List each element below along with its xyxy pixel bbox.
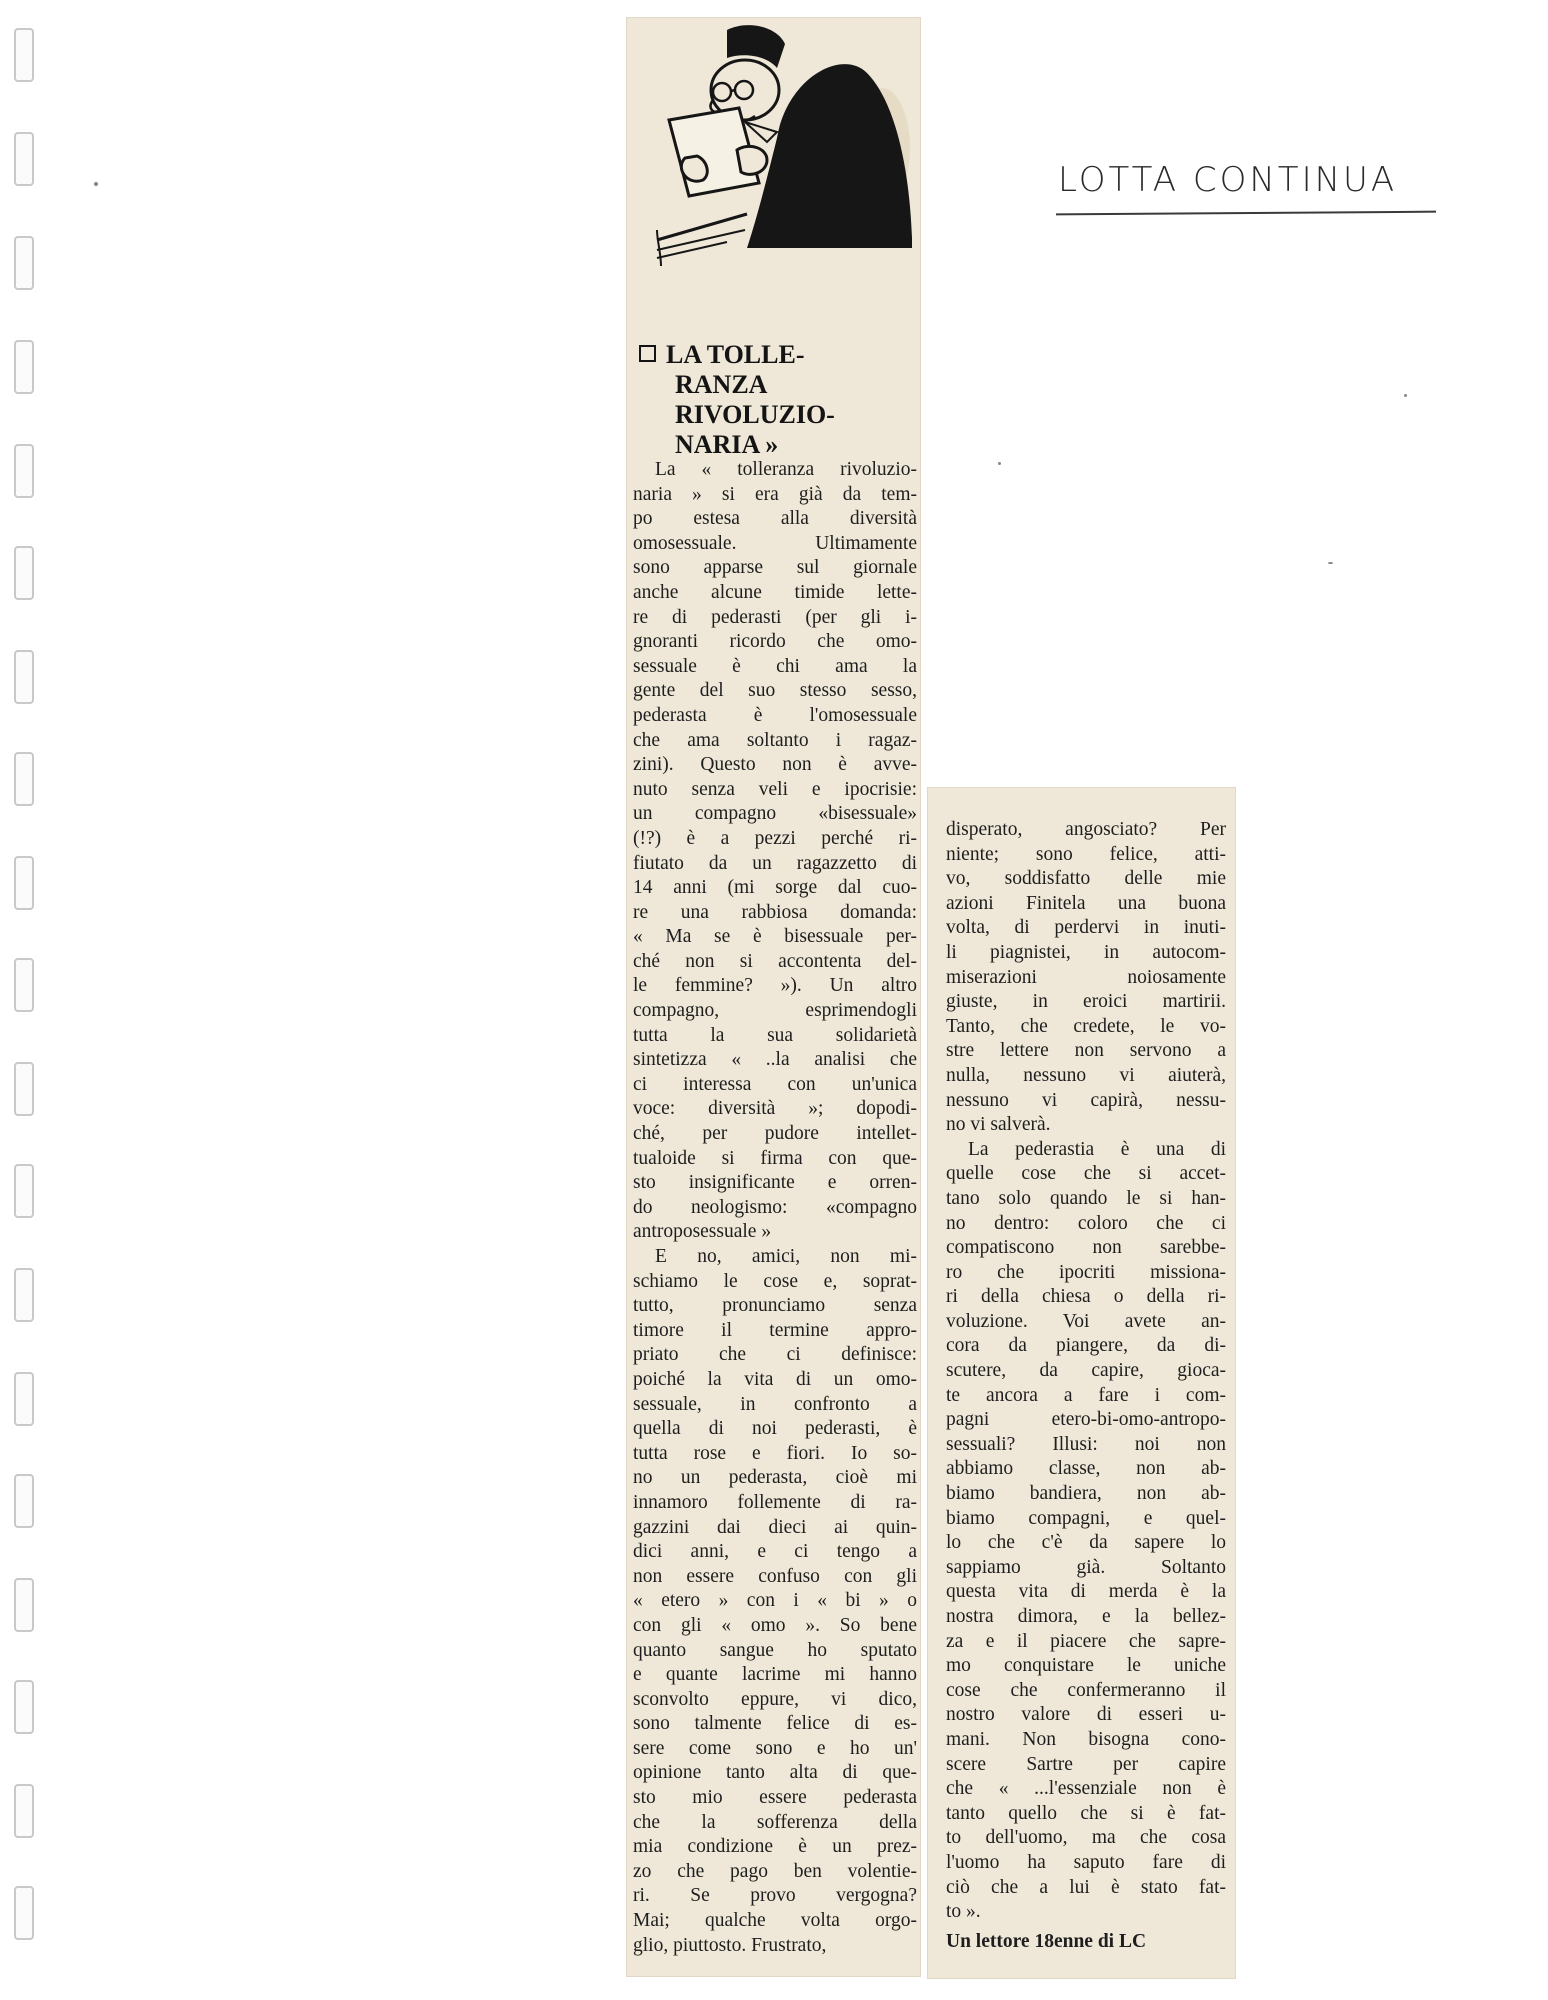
text-line: disperato, angosciato? Per bbox=[946, 819, 1226, 840]
text-line: no vi salverà. bbox=[946, 1114, 1051, 1136]
binder-hole-icon bbox=[14, 1164, 34, 1218]
text-line: priato che ci definisce: bbox=[633, 1344, 917, 1366]
text-line: schiamo le cose e, soprat- bbox=[633, 1270, 917, 1292]
binder-hole-icon bbox=[14, 28, 34, 82]
text-line: Mai; qualche volta orgo- bbox=[633, 1910, 917, 1932]
text-line: « Ma se è bisessuale per- bbox=[633, 926, 917, 948]
text-line: glio, piuttosto. Frustrato, bbox=[633, 1934, 827, 1956]
reading-priest-illustration bbox=[627, 18, 920, 318]
text-line: tutta rose e fiori. Io so- bbox=[633, 1442, 917, 1464]
text-line: sere come sono e ho un' bbox=[633, 1737, 917, 1759]
text-line: vo, soddisfatto delle mie bbox=[946, 868, 1226, 890]
text-line: do neologismo: «compagno bbox=[633, 1196, 917, 1218]
text-line: timore il termine appro- bbox=[633, 1319, 917, 1341]
text-line: mani. Non bisogna cono- bbox=[946, 1728, 1226, 1750]
text-line: nulla, nessuno vi aiuterà, bbox=[946, 1064, 1226, 1086]
paper-speck bbox=[94, 182, 98, 186]
binder-hole-icon bbox=[14, 444, 34, 498]
text-line: mo conquistare le uniche bbox=[946, 1655, 1226, 1677]
text-line: fiutato da un ragazzetto di bbox=[633, 852, 917, 874]
text-line: anche alcune timide lette- bbox=[633, 581, 917, 603]
text-line: tutto, pronunciamo senza bbox=[633, 1295, 917, 1317]
text-line: « etero » con i « bi » o bbox=[633, 1590, 917, 1612]
binder-hole-icon bbox=[14, 1680, 34, 1734]
text-line: volta, di perdervi in inuti- bbox=[946, 917, 1226, 939]
text-line: to ». bbox=[946, 1901, 981, 1923]
text-line: nuto senza veli e ipocrisie: bbox=[633, 778, 917, 800]
newspaper-clipping-right bbox=[928, 788, 1235, 1978]
text-line: re di pederasti (per gli i- bbox=[633, 606, 917, 628]
text-line: ro che ipocriti missiona- bbox=[946, 1261, 1226, 1283]
text-line: ri della chiesa o della ri- bbox=[946, 1286, 1226, 1308]
text-line: no un pederasta, cioè mi bbox=[633, 1467, 917, 1489]
text-line: nessuno vi capirà, nessu- bbox=[946, 1089, 1226, 1111]
text-line: to dell'uomo, ma che cosa bbox=[946, 1827, 1226, 1849]
text-line: stre lettere non servono a bbox=[946, 1040, 1226, 1062]
binder-hole-icon bbox=[14, 1268, 34, 1322]
text-line: scere Sartre per capire bbox=[946, 1753, 1226, 1775]
binder-hole-icon bbox=[14, 1474, 34, 1528]
text-line: mia condizione è un prez- bbox=[633, 1836, 917, 1858]
text-line: l'uomo ha saputo fare di bbox=[946, 1851, 1226, 1873]
text-line: tualoide si firma con que- bbox=[633, 1147, 917, 1169]
headline-line-2: RANZA bbox=[675, 370, 768, 399]
text-line: ciò che a lui è stato fat- bbox=[946, 1876, 1226, 1898]
paper-speck bbox=[1328, 562, 1333, 564]
text-line: li piagnistei, in autocom- bbox=[946, 941, 1226, 963]
text-line: compagno, esprimendogli bbox=[633, 1000, 917, 1022]
text-line: quella di noi pederasti, è bbox=[633, 1418, 917, 1440]
text-line: quanto sangue ho sputato bbox=[633, 1639, 917, 1661]
binder-hole-icon bbox=[14, 340, 34, 394]
text-line: za e il piacere che sapre- bbox=[946, 1630, 1226, 1652]
binder-hole-icon bbox=[14, 1886, 34, 1940]
text-line: no dentro: coloro che ci bbox=[946, 1212, 1226, 1234]
text-line: sessuali? Illusi: noi non bbox=[946, 1433, 1226, 1455]
binder-hole-icon bbox=[14, 132, 34, 186]
binder-hole-icon bbox=[14, 546, 34, 600]
text-line: quelle cose che si accet- bbox=[946, 1163, 1226, 1185]
text-line: La pederastia è una di bbox=[968, 1138, 1226, 1160]
text-line: e quante lacrime mi hanno bbox=[633, 1664, 917, 1686]
text-line: naria » si era già da tem- bbox=[633, 483, 917, 505]
text-line: ché, per pudore intellet- bbox=[633, 1123, 917, 1145]
text-line: tano solo quando le si han- bbox=[946, 1187, 1226, 1209]
text-line: cora da piangere, da di- bbox=[946, 1335, 1226, 1357]
text-line: azioni Finitela una buona bbox=[946, 892, 1226, 914]
text-line: gnoranti ricordo che omo- bbox=[633, 631, 917, 653]
paper-speck bbox=[1404, 394, 1407, 397]
text-line: nostra dimora, e la bellez- bbox=[946, 1606, 1226, 1627]
text-line: sessuale è chi ama la bbox=[633, 655, 917, 677]
text-line: po estesa alla diversità bbox=[633, 508, 917, 530]
handwritten-underline bbox=[1056, 211, 1436, 216]
text-line: La « tolleranza rivoluzio- bbox=[655, 459, 917, 480]
text-line: sto mio essere pederasta bbox=[633, 1787, 917, 1809]
text-line: sconvolto eppure, vi dico, bbox=[633, 1688, 917, 1710]
binder-hole-icon bbox=[14, 1578, 34, 1632]
text-line: tanto quello che si è fat- bbox=[946, 1802, 1226, 1824]
text-line: sintetizza « ..la analisi che bbox=[633, 1049, 917, 1071]
text-line: nostro valore di esseri u- bbox=[946, 1704, 1226, 1726]
binder-hole-icon bbox=[14, 236, 34, 290]
text-line: gente del suo stesso sesso, bbox=[633, 680, 917, 702]
text-line: Tanto, che credete, le vo- bbox=[946, 1015, 1226, 1037]
text-line: voluzione. Voi avete an- bbox=[946, 1310, 1226, 1332]
text-line: zini). Questo non è avve- bbox=[633, 754, 917, 776]
text-line: lo che c'è da sapere lo bbox=[946, 1532, 1226, 1554]
text-line: dici anni, e ci tengo a bbox=[633, 1541, 917, 1563]
binder-hole-icon bbox=[14, 752, 34, 806]
text-line: sappiamo già. Soltanto bbox=[946, 1556, 1226, 1578]
binder-holes bbox=[14, 0, 40, 2000]
text-line: sto insignificante e orren- bbox=[633, 1172, 917, 1194]
newspaper-clipping-left bbox=[627, 18, 920, 1976]
text-line: miserazioni noiosamente bbox=[946, 966, 1226, 988]
handwritten-label: LOTTA CONTINUA bbox=[1058, 160, 1398, 200]
text-line: opinione tanto alta di que- bbox=[633, 1762, 917, 1784]
text-line: un compagno «bisessuale» bbox=[633, 803, 917, 825]
headline-line-1: LA TOLLE- bbox=[639, 340, 909, 370]
text-line: tutta la sua solidarietà bbox=[633, 1024, 917, 1046]
text-line: biamo compagni, e quel- bbox=[946, 1507, 1226, 1529]
text-line: zo che pago ben volentie- bbox=[633, 1860, 917, 1882]
text-line: sono talmente felice di es- bbox=[633, 1713, 917, 1735]
text-line: questa vita di merda è la bbox=[946, 1581, 1226, 1603]
headline-line-3: RIVOLUZIO- bbox=[675, 400, 835, 429]
text-line: voce: diversità »; dopodi- bbox=[633, 1098, 917, 1120]
text-line: antroposessuale » bbox=[633, 1221, 772, 1243]
text-line: re una rabbiosa domanda: bbox=[633, 901, 917, 923]
text-line: non essere confuso con gli bbox=[633, 1565, 917, 1587]
text-line: 14 anni (mi sorge dal cuo- bbox=[633, 877, 917, 899]
text-line: cose che confermeranno il bbox=[946, 1679, 1226, 1701]
text-line: (!?) è a pezzi perché ri- bbox=[633, 827, 917, 849]
text-line: omosessuale. Ultimamente bbox=[633, 532, 917, 554]
text-line: niente; sono felice, atti- bbox=[946, 843, 1226, 865]
text-line: pagni etero-bi-omo-antropo- bbox=[946, 1409, 1226, 1431]
article-headline bbox=[639, 340, 909, 460]
text-line: che « ...l'essenziale non è bbox=[946, 1778, 1226, 1800]
text-line: te ancora a fare i com- bbox=[946, 1384, 1226, 1406]
article-signature: Un lettore 18enne di LC bbox=[946, 1931, 1147, 1952]
paper-speck bbox=[998, 462, 1001, 465]
text-line: poiché la vita di un omo- bbox=[633, 1368, 917, 1390]
headline-line-4: NARIA » bbox=[675, 430, 779, 459]
binder-hole-icon bbox=[14, 1372, 34, 1426]
text-line: che ama soltanto i ragaz- bbox=[633, 729, 917, 751]
text-line: ché non si accontenta del- bbox=[633, 950, 917, 972]
checkbox-square-icon bbox=[639, 345, 656, 362]
text-line: che la sofferenza della bbox=[633, 1811, 917, 1833]
text-line: scutere, da capire, gioca- bbox=[946, 1360, 1226, 1382]
text-line: abbiamo classe, non ab- bbox=[946, 1458, 1226, 1480]
text-line: ri. Se provo vergogna? bbox=[633, 1885, 917, 1907]
text-line: con gli « omo ». So bene bbox=[633, 1614, 917, 1636]
binder-hole-icon bbox=[14, 1062, 34, 1116]
text-line: pederasta è l'omosessuale bbox=[633, 704, 917, 726]
binder-hole-icon bbox=[14, 650, 34, 704]
text-line: gazzini dai dieci ai quin- bbox=[633, 1516, 917, 1538]
binder-hole-icon bbox=[14, 856, 34, 910]
text-line: sessuale, in confronto a bbox=[633, 1393, 917, 1415]
text-line: giuste, in eroici martirii. bbox=[946, 991, 1226, 1013]
article-column-2 bbox=[946, 818, 1226, 1925]
article-column-1 bbox=[633, 458, 917, 1958]
binder-hole-icon bbox=[14, 958, 34, 1012]
binder-hole-icon bbox=[14, 1784, 34, 1838]
text-line: sono apparse sul giornale bbox=[633, 557, 917, 579]
text-line: compatiscono non sarebbe- bbox=[946, 1237, 1226, 1259]
text-line: E no, amici, non mi- bbox=[655, 1246, 917, 1267]
text-line: le femmine? »). Un altro bbox=[633, 975, 917, 997]
text-line: innamoro follemente di ra- bbox=[633, 1491, 917, 1513]
text-line: ci interessa con un'unica bbox=[633, 1073, 917, 1095]
text-line: biamo bandiera, non ab- bbox=[946, 1483, 1226, 1505]
